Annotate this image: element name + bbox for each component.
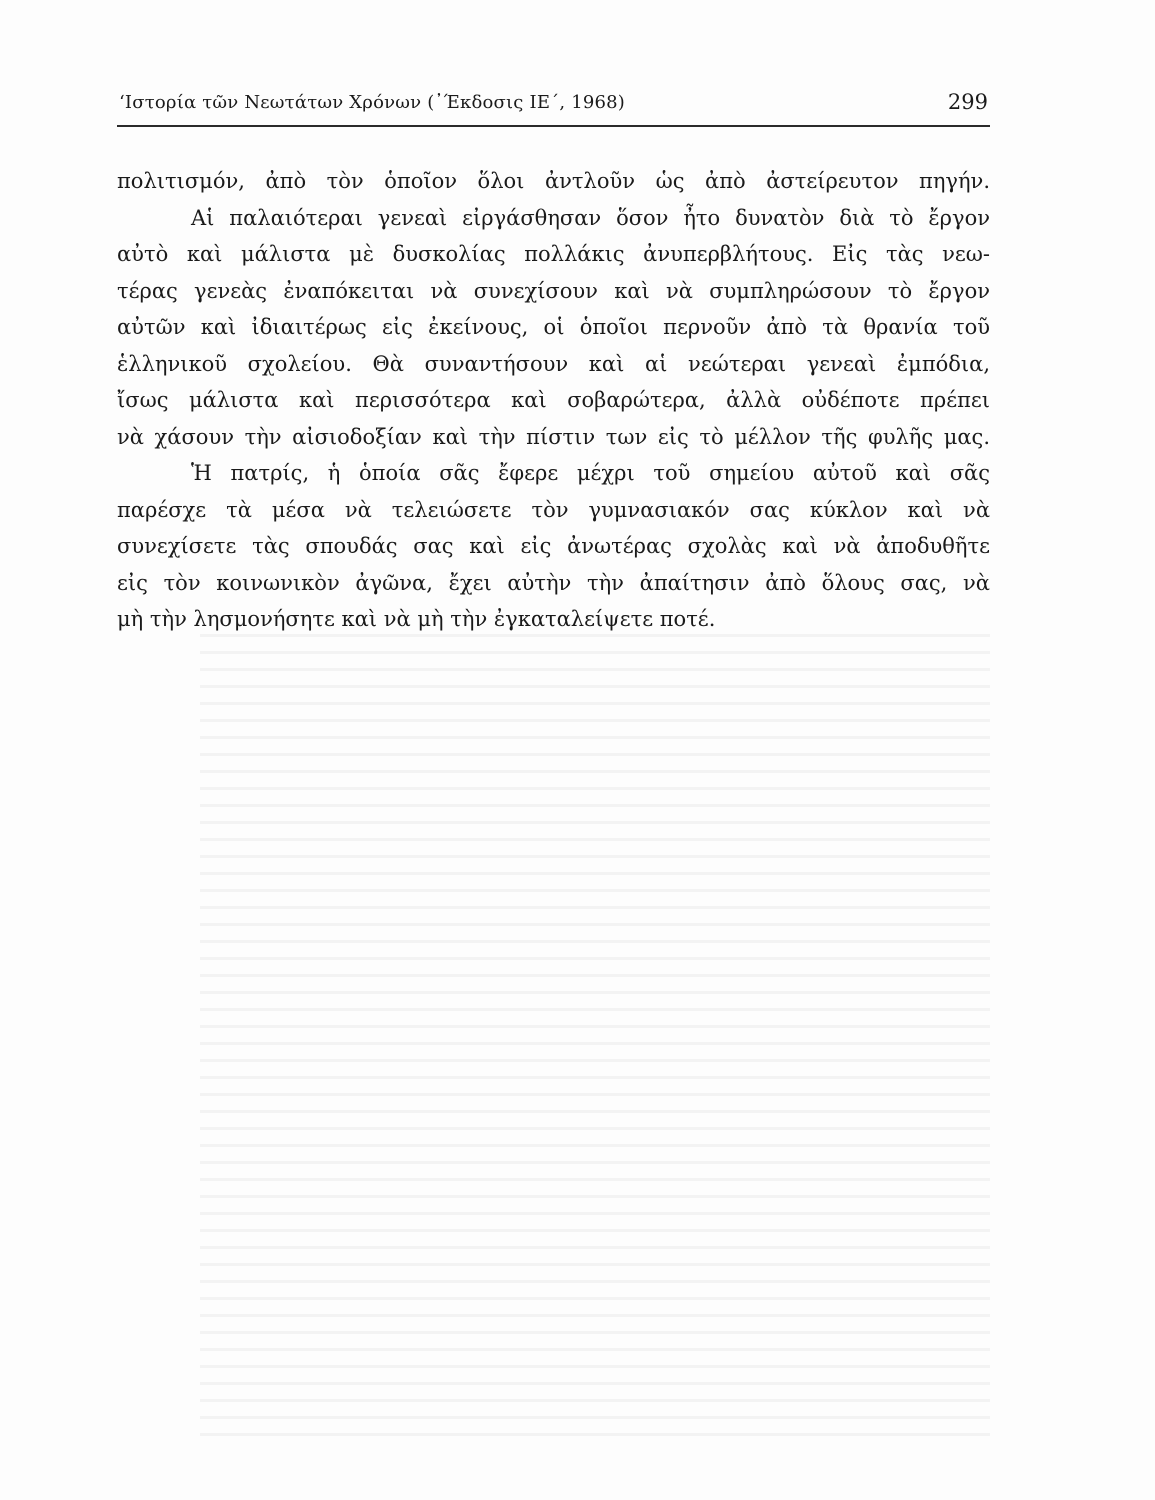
text-line: τέρας γενεὰς ἐναπόκειται νὰ συνεχίσουν καὶ νὰ συμπληρώσουν τὸ ἔργον xyxy=(117,278,990,303)
show-through-bleed xyxy=(200,620,990,1440)
paragraph-start-line: Αἱ παλαιότεραι γενεαὶ εἰργάσθησαν ὅσον ἦτο δυνατὸν διὰ τὸ ἔργον xyxy=(191,205,990,230)
text-line: αὐτῶν καὶ ἰδιαιτέρως εἰς ἐκείνους, οἱ ὁποῖοι περνοῦν ἀπὸ τὰ θρανία τοῦ xyxy=(117,315,990,339)
running-title: ‘Ιστορία τῶν Νεωτάτων Χρόνων (᾽Έκδοσις ΙΕ΄, 1968) xyxy=(119,92,626,113)
page-number: 299 xyxy=(947,90,988,114)
text-line: ἑλληνικοῦ σχολείου. Θὰ συναντήσουν καὶ αἱ νεώτεραι γενεαὶ ἐμπόδια, xyxy=(117,351,990,376)
body-text xyxy=(117,163,990,638)
paragraph-end-line: μὴ τὴν λησμονήσητε καὶ νὰ μὴ τὴν ἐγκαταλείψετε ποτέ. xyxy=(117,607,716,631)
text-line: αὐτὸ καὶ μάλιστα μὲ δυσκολίας πολλάκις ἀνυπερβλήτους. Εἰς τὰς νεω- xyxy=(117,242,990,266)
header-rule xyxy=(117,125,990,127)
running-header xyxy=(117,88,990,122)
text-line: συνεχίσετε τὰς σπουδάς σας καὶ εἰς ἀνωτέρας σχολὰς καὶ νὰ ἀποδυθῆτε xyxy=(117,534,990,558)
text-line: παρέσχε τὰ μέσα νὰ τελειώσετε τὸν γυμνασιακόν σας κύκλον καὶ νὰ xyxy=(117,497,990,522)
paragraph-start-line: Ἡ πατρίς, ἡ ὁποία σᾶς ἔφερε μέχρι τοῦ σημείου αὐτοῦ καὶ σᾶς xyxy=(191,461,990,485)
text-line: εἰς τὸν κοινωνικὸν ἀγῶνα, ἔχει αὐτὴν τὴν ἀπαίτησιν ἀπὸ ὅλους σας, νὰ xyxy=(117,570,990,595)
text-line: πολιτισμόν, ἀπὸ τὸν ὁποῖον ὅλοι ἀντλοῦν ὡς ἀπὸ ἀστείρευτον πηγήν. xyxy=(117,169,990,193)
text-line: νὰ χάσουν τὴν αἰσιοδοξίαν καὶ τὴν πίστιν των εἰς τὸ μέλλον τῆς φυλῆς μας. xyxy=(117,424,990,449)
text-line: ἴσως μάλιστα καὶ περισσότερα καὶ σοβαρώτερα, ἀλλὰ οὐδέποτε πρέπει xyxy=(117,388,990,412)
